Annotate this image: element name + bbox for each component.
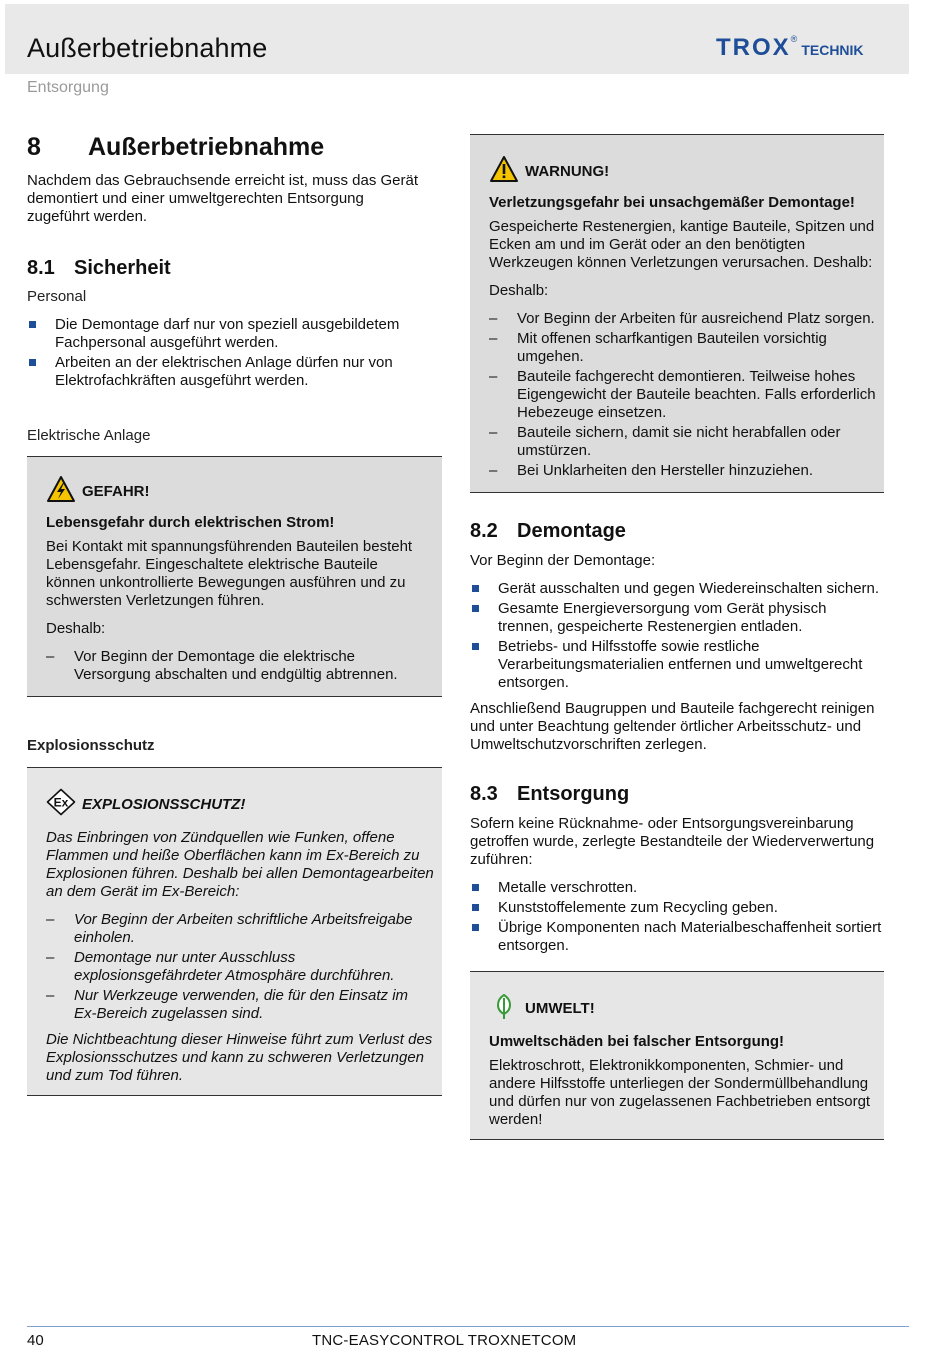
danger-header [46,475,430,508]
demontage-after: Anschließend Baugruppen und Bauteile fachgerecht reinigen und unter Beachtung geltender örtlicher Arbeitsschutz- und Umweltschutzvorschriften zerlegen. [470,700,875,753]
list-item: Metalle verschrotten. [470,879,884,897]
dash-bullet: – [46,911,55,928]
document-name: TNC-EASYCONTROL TROXNETCOM [312,1332,577,1349]
list-item: – Bauteile sichern, damit sie nicht herabfallen oder umstürzen. [489,424,841,459]
warning-therefore: Deshalb: [489,282,549,299]
ex-text: Das Einbringen von Zündquellen wie Funken, offene Flammen und heiße Oberflächen kann im Ex-Bereich zu Explosionen führen. Deshalb bei allen Demontagearbeiten an dem Gerät im Ex-Bereich: [46,829,434,900]
dash-bullet: – [489,462,498,479]
ex-closing: Die Nichtbeachtung dieser Hinweise führt zum Verlust des Explosionsschutzes und kann zu schweren Verletzungen und zum Tod führen. [46,1031,433,1084]
warning-title: Verletzungsgefahr bei unsachgemäßer Demontage! [489,194,855,211]
high-voltage-warning-icon [46,475,76,508]
subsection-number: 8.3 [470,783,498,805]
subsection-title: Entsorgung [517,783,630,805]
personal-list [27,316,442,390]
danger-box [27,456,442,697]
entsorgung-intro: Sofern keine Rücknahme- oder Entsorgungsvereinbarung getroffen wurde, zerlegte Bestandteile der Wiederverwertung zuführen: [470,815,875,868]
ex-list [46,911,434,1023]
ex-symbol: Ex [53,795,69,810]
danger-text: Bei Kontakt mit spannungsführenden Bauteilen besteht Lebensgefahr. Eingeschaltete elektrische Bauteile können unkontrollierte Bewegungen ausführen und zu schwersten Verletzungen führen. [46,538,413,609]
subsection-title: Sicherheit [74,257,171,279]
warning-list [489,310,876,480]
bullet-square-icon [472,643,479,650]
entsorgung-list [470,879,884,955]
danger-list [46,648,430,684]
bullet-square-icon [472,884,479,891]
list-item: – Bauteile fachgerecht demontieren. Teilweise hohes Eigengewicht der Bauteile beachten. Falls erforderlich Hebezeuge einsetzen. [489,368,876,421]
dash-bullet: – [489,310,498,327]
dash-bullet: – [46,648,55,665]
environment-text: Elektroschrott, Elektronikkomponenten, Schmier- und andere Hilfsstoffe unterliegen der Sondermüllbehandlung und dürfen nur von zugelassenen Fachbetrieben entsorgt werden! [489,1057,871,1128]
warning-text: Gespeicherte Restenergien, kantige Bauteile, Spitzen und Ecken am und im Gerät oder an den benötigten Werkzeugen können Verletzungen verursachen. Deshalb: [489,218,875,271]
ex-word: EXPLOSIONSSCHUTZ! [82,796,246,813]
list-item: Kunststoffelemente zum Recycling geben. [470,899,884,917]
subsection-heading-entsorgung [470,782,884,806]
bullet-square-icon [472,585,479,592]
right-column [470,134,884,1140]
section-heading [27,132,442,162]
list-item: – Demontage nur unter Ausschluss explosionsgefährdeter Atmosphäre durchführen. [46,949,395,984]
ex-label: Explosionsschutz [27,737,155,754]
page-header [5,4,909,74]
header-title: Außerbetriebnahme [27,33,268,63]
explosion-protection-icon [46,788,76,821]
dash-bullet: – [489,330,498,347]
logo-sub: TECHNIK [801,42,864,58]
subsection-heading-safety [27,256,442,280]
ex-box [27,767,442,1096]
list-item: – Bei Unklarheiten den Hersteller hinzuziehen. [489,462,814,479]
warning-header [489,155,876,188]
elektro-label: Elektrische Anlage [27,427,151,444]
list-item: – Vor Beginn der Arbeiten schriftliche Arbeitsfreigabe einholen. [46,911,413,946]
dash-bullet: – [46,987,55,1004]
dash-bullet: – [489,424,498,441]
danger-therefore: Deshalb: [46,620,106,637]
subsection-heading-demontage [470,519,884,543]
demontage-intro: Vor Beginn der Demontage: [470,552,656,569]
bullet-square-icon [472,924,479,931]
warning-box [470,134,884,493]
list-item: Die Demontage darf nur von speziell ausgebildetem Fachpersonal ausgeführt werden. [27,316,442,352]
danger-title: Lebensgefahr durch elektrischen Strom! [46,514,335,531]
environment-word: UMWELT! [525,1000,595,1017]
environment-title: Umweltschäden bei falscher Entsorgung! [489,1033,785,1050]
list-item: – Vor Beginn der Demontage die elektrische Versorgung abschalten und endgültig abtrennen. [46,648,398,683]
ex-header [46,788,434,821]
subsection-number: 8.2 [470,520,498,542]
header-subtitle: Entsorgung [27,79,109,96]
warning-triangle-icon [489,155,519,188]
left-column [27,130,442,1096]
list-item: Betriebs- und Hilfsstoffe sowie restliche Verarbeitungsmaterialien entfernen und umweltgerecht entsorgen. [470,638,884,692]
dash-bullet: – [489,368,498,385]
bullet-square-icon [29,359,36,366]
personal-label: Personal [27,288,87,305]
warning-word: WARNUNG! [525,163,610,180]
demontage-list [470,580,884,692]
bullet-square-icon [29,321,36,328]
bullet-square-icon [472,904,479,911]
leaf-environment-icon [489,992,519,1025]
subsection-number: 8.1 [27,257,55,279]
list-item: Arbeiten an der elektrischen Anlage dürfen nur von Elektrofachkräften ausgeführt werden. [27,354,442,390]
section-title: Außerbetriebnahme [88,133,325,161]
dash-bullet: – [46,949,55,966]
logo-registered: ® [790,34,798,44]
page-number: 40 [27,1332,44,1349]
bullet-square-icon [472,605,479,612]
list-item: – Mit offenen scharfkantigen Bauteilen vorsichtig umgehen. [489,330,827,365]
list-item: Gesamte Energieversorgung vom Gerät physisch trennen, gespeicherte Restenergien entladen. [470,600,884,636]
danger-word: GEFAHR! [82,483,150,500]
environment-header [489,992,876,1025]
logo-main: TROX [716,34,791,61]
list-item: Gerät ausschalten und gegen Wiedereinschalten sichern. [470,580,884,598]
list-item: – Nur Werkzeuge verwenden, die für den Einsatz im Ex-Bereich zugelassen sind. [46,987,409,1022]
section-number: 8 [27,133,41,161]
trox-logo [716,35,864,61]
list-item: – Vor Beginn der Arbeiten für ausreichend Platz sorgen. [489,310,875,327]
environment-box [470,971,884,1140]
list-item: Übrige Komponenten nach Materialbeschaffenheit sortiert entsorgen. [470,919,884,955]
section-intro: Nachdem das Gebrauchsende erreicht ist, muss das Gerät demontiert und einer umweltgerechten Entsorgung zugeführt werden. [27,172,419,225]
footer-divider [27,1326,909,1327]
subsection-title: Demontage [517,520,626,542]
